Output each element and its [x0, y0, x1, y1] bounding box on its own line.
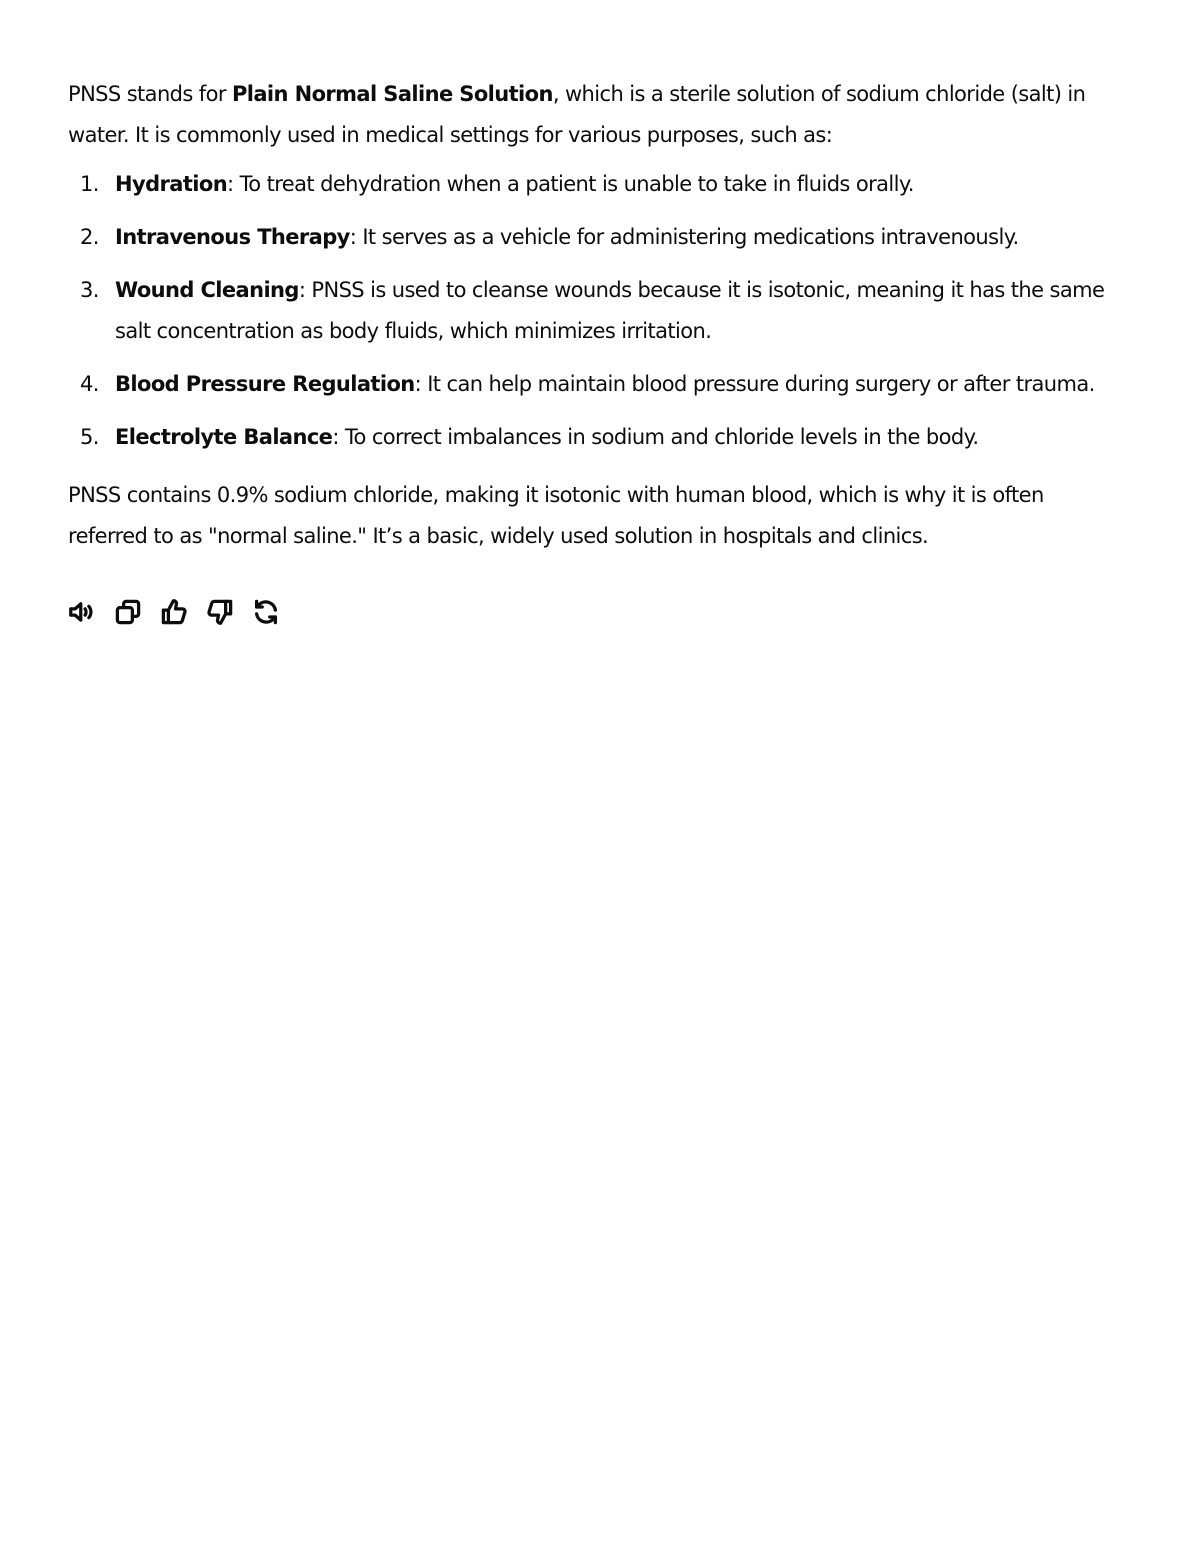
list-item-title: Hydration	[115, 172, 228, 196]
thumbs-down-icon	[205, 597, 235, 627]
list-item-number: 2.	[80, 225, 99, 249]
assistant-message	[68, 74, 1108, 557]
regenerate-icon	[251, 597, 281, 627]
list-item-text: : To treat dehydration when a patient is unable to take in fluids orally.	[227, 172, 914, 196]
intro-bold-term: Plain Normal Saline Solution	[231, 82, 553, 106]
list-item-title: Blood Pressure Regulation	[115, 372, 415, 396]
list-item-number: 3.	[80, 278, 99, 302]
uses-list	[68, 164, 1108, 458]
list-item-text: : To correct imbalances in sodium and chloride levels in the body.	[332, 425, 979, 449]
regenerate-button[interactable]	[250, 596, 282, 628]
list-item-text: : It serves as a vehicle for administering medications intravenously.	[349, 225, 1019, 249]
copy-button[interactable]	[112, 596, 144, 628]
list-item-text: : PNSS is used to cleanse wounds because it is isotonic, meaning it has the same salt concentration as body fluids, which minimizes irritation.	[115, 278, 1105, 343]
list-item-number: 1.	[80, 172, 99, 196]
closing-paragraph: PNSS contains 0.9% sodium chloride, making it isotonic with human blood, which is why it is often referred to as "normal saline." It’s a basic, widely used solution in hospitals and clinics.	[68, 483, 1044, 548]
intro-suffix: , which is a sterile solution of sodium chloride (salt) in water. It is commonly used in medical settings for various purposes, such as:	[68, 82, 1086, 147]
list-item	[68, 164, 1108, 205]
list-item	[68, 217, 1108, 258]
thumbs-up-icon	[159, 597, 189, 627]
list-item-title: Intravenous Therapy	[115, 225, 350, 249]
list-item-title: Electrolyte Balance	[115, 425, 333, 449]
message-actions-bar	[66, 596, 282, 628]
speaker-icon	[67, 597, 97, 627]
intro-prefix: PNSS stands for	[68, 82, 232, 106]
copy-icon	[113, 597, 143, 627]
list-item-title: Wound Cleaning	[115, 278, 299, 302]
list-item-number: 5.	[80, 425, 99, 449]
list-item	[68, 417, 1108, 458]
list-item	[68, 364, 1108, 405]
good-response-button[interactable]	[158, 596, 190, 628]
list-item	[68, 270, 1108, 352]
intro-paragraph	[68, 74, 1108, 156]
bad-response-button[interactable]	[204, 596, 236, 628]
list-item-number: 4.	[80, 372, 99, 396]
read-aloud-button[interactable]	[66, 596, 98, 628]
list-item-text: : It can help maintain blood pressure during surgery or after trauma.	[414, 372, 1095, 396]
